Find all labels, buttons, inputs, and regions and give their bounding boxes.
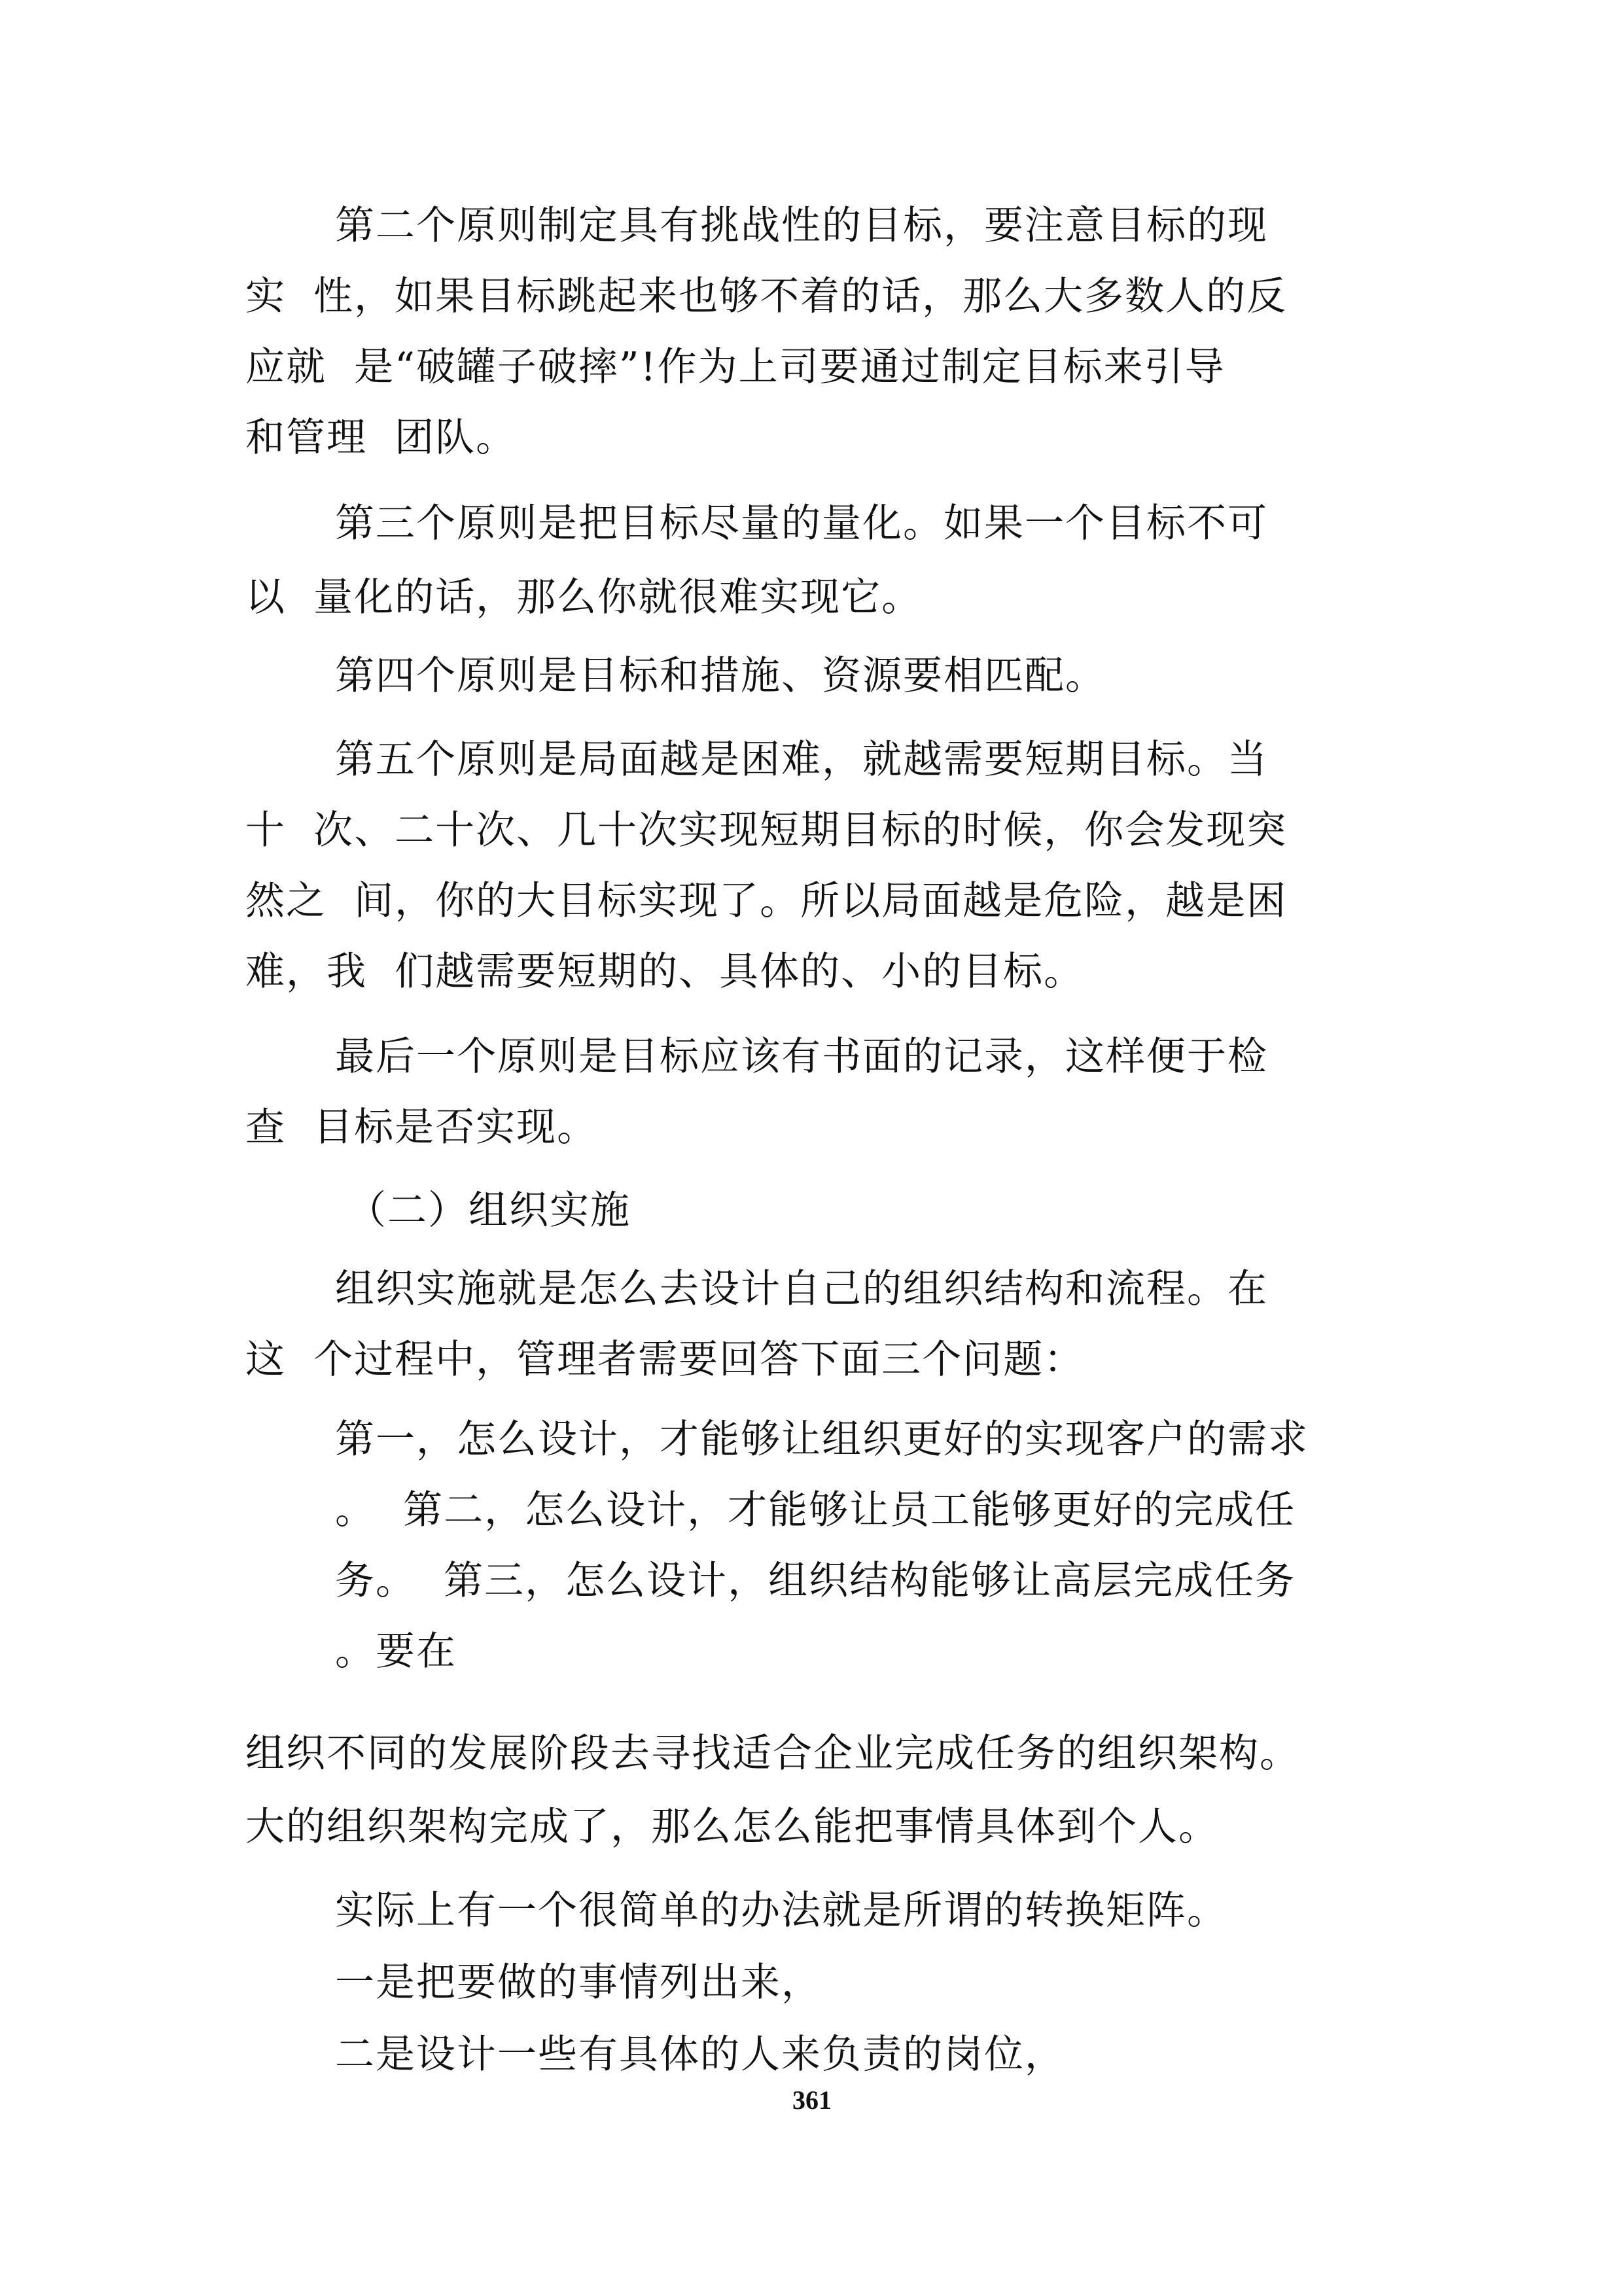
text-line: 第一，怎么设计，才能够让组织更好的实现客户的需求 (335, 1417, 1309, 1462)
text-line: 实际上有一个很简单的办法就是所谓的转换矩阵。 (335, 1888, 1227, 1934)
text-line: 二是设计一些有具体的人来负责的岗位， (335, 2032, 1065, 2077)
text-line: 组织不同的发展阶段去寻找适合企业完成任务的组织架构。 (245, 1731, 1300, 1776)
text-line: 。要在 (335, 1629, 457, 1674)
text-line: 十 次、二十次、几十次实现短期目标的时候，你会发现突 (245, 807, 1288, 853)
text-line: 。 第二，怎么设计，才能够让员工能够更好的完成任 (335, 1487, 1296, 1533)
text-line: 大的组织架构完成了，那么怎么能把事情具体到个人。 (245, 1804, 1219, 1850)
text-line: 和管理 团队。 (245, 415, 517, 461)
text-line: 查 目标是否实现。 (245, 1104, 598, 1150)
text-line: 难，我 们越需要短期的、具体的、小的目标。 (245, 949, 1085, 995)
text-line: 第五个原则是局面越是困难，就越需要短期目标。当 (335, 737, 1268, 783)
page-number: 361 (792, 2085, 832, 2115)
text-line: 第三个原则是把目标尽量的量化。如果一个目标不可 (335, 501, 1268, 546)
text-line: 组织实施就是怎么去设计自己的组织结构和流程。在 (335, 1266, 1268, 1312)
section-heading: （二）组织实施 (347, 1188, 631, 1233)
text-line: 第四个原则是目标和措施、资源要相匹配。 (335, 653, 1106, 699)
text-line: 最后一个原则是目标应该有书面的记录，这样便于检 (335, 1034, 1268, 1080)
text-line: 然之 间，你的大目标实现了。所以局面越是危险，越是困 (245, 878, 1288, 924)
text-line: 应就 是“破罐子破摔”!作为上司要通过制定目标来引导 (245, 344, 1226, 390)
text-line: 以 量化的话，那么你就很难实现它。 (245, 574, 923, 620)
text-line: 第二个原则制定具有挑战性的目标，要注意目标的现 (335, 203, 1268, 249)
text-line: 实 性，如果目标跳起来也够不着的话，那么大多数人的反 (245, 274, 1288, 319)
text-line: 一是把要做的事情列出来， (335, 1960, 822, 2005)
text-line: 务。 第三，怎么设计，组织结构能够让高层完成任务 (335, 1558, 1296, 1604)
text-line: 这 个过程中，管理者需要回答下面三个问题： (245, 1337, 1085, 1383)
